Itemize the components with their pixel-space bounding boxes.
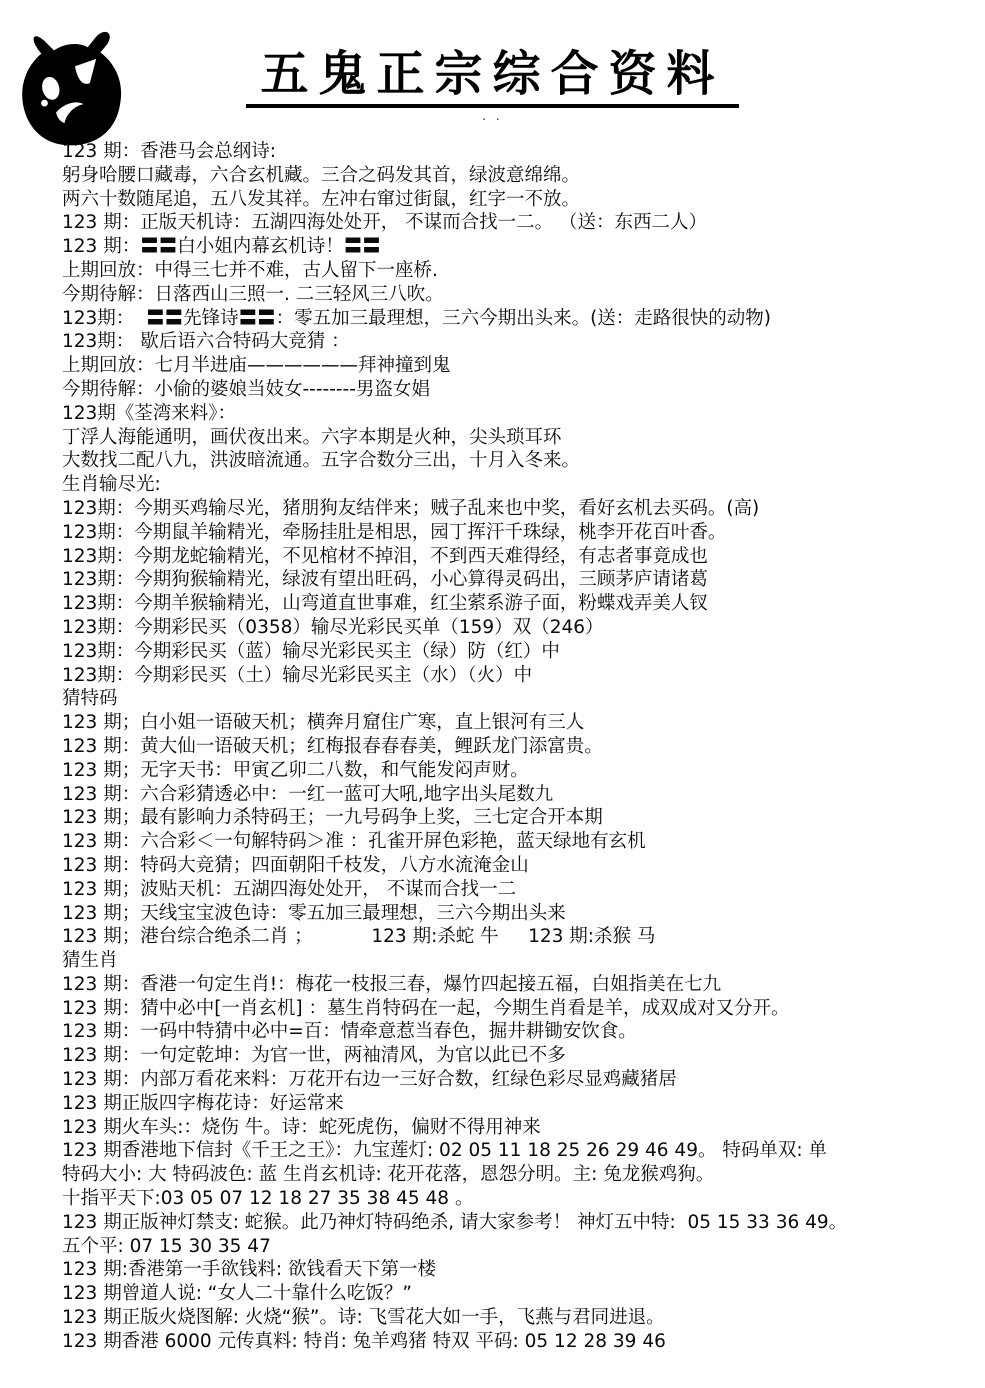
header bbox=[0, 0, 985, 108]
text-line: 123 期正版神灯禁支: 蛇猴。此乃神灯特码绝杀, 请大家参考！ 神灯五中特: 05 15 33 36 49。 bbox=[62, 1211, 848, 1233]
title-dots: . . bbox=[482, 109, 503, 123]
text-line: 123 期：正版天机诗：五湖四海处处开， 不谋而合找一二。 （送：东西二人） bbox=[62, 212, 707, 234]
text-line: 123期：今期羊猴输精光，山弯道直世事难，红尘萦系游子面，粉蝶戏弄美人钗 bbox=[62, 593, 708, 615]
text-line: 123 期：猜中必中[一肖玄机] ：墓生肖特码在一起，今期生肖看是羊，成双成对又分开。 bbox=[62, 997, 790, 1019]
ghost-face-icon bbox=[16, 30, 132, 152]
text-line: 123 期；波贴天机：五湖四海处处开， 不谋而合找一二 bbox=[62, 878, 517, 900]
section-heading: 猜特码 bbox=[62, 688, 118, 710]
text-line: 躬身哈腰口藏毒，六合玄机藏。三合之码发其首，绿波意绵绵。 bbox=[62, 164, 581, 186]
text-line: 123 期：〓〓白小姐内幕玄机诗！〓〓 bbox=[62, 236, 381, 258]
text-line: 123期：今期狗猴输精光，绿波有望出旺码，小心算得灵码出，三顾茅庐请诸葛 bbox=[62, 569, 708, 591]
text-line: 123 期：一码中特猜中必中=百：情牵意惹当春色，掘井耕锄安饮食。 bbox=[62, 1021, 637, 1043]
text-line: 123 期:香港第一手欲钱料: 欲钱看天下第一楼 bbox=[62, 1259, 437, 1281]
text-line: 123 期曾道人说: “女人二十靠什么吃饭？” bbox=[62, 1283, 412, 1305]
text-line: 123 期；白小姐一语破天机；横奔月窟住广寒，直上银河有三人 bbox=[62, 712, 585, 734]
text-line: 123 期香港 6000 元传真料: 特肖: 兔羊鸡猪 特双 平码: 05 12 28 39 46 bbox=[62, 1330, 666, 1352]
text-line: 123期： 歇后语六合特码大竞猜 ： bbox=[62, 331, 350, 353]
document-body bbox=[62, 140, 985, 1354]
text-line: 123期：今期龙蛇输精光，不见棺材不掉泪，不到西天难得经，有志者事竟成也 bbox=[62, 545, 708, 567]
text-line: 十指平天下:03 05 07 12 18 27 35 38 45 48 。 bbox=[62, 1188, 474, 1210]
text-line: 123 期：香港马会总纲诗: bbox=[62, 141, 276, 162]
text-line: 丁浮人海能通明，画伏夜出来。六字本期是火种，尖头琐耳环 bbox=[62, 426, 562, 448]
text-line: 123 期；天线宝宝波色诗：零五加三最理想，三六今期出头来 bbox=[62, 902, 566, 924]
text-line: 123期：今期彩民买（土）输尽光彩民买主（水）（火）中 bbox=[62, 664, 533, 686]
text-line: 上期回放：七月半进庙——————拜神撞到鬼 bbox=[62, 355, 451, 377]
text-line: 123 期：黄大仙一语破天机；红梅报春春春美，鲤跃龙门添富贵。 bbox=[62, 735, 603, 757]
text-line: 123 期：特码大竞猜；四面朝阳千枝发，八方水流淹金山 bbox=[62, 854, 529, 876]
text-line: 123 期：内部万看花来料：万花开右边一三好合数，红绿色彩尽显鸡藏猪居 bbox=[62, 1069, 677, 1091]
section-heading: 生肖输尽光: bbox=[62, 474, 161, 496]
text-line: 123 期：六合彩猜透必中：一红一蓝可大吼,地字出头尾数九 bbox=[62, 783, 554, 805]
text-line: 两六十数随尾追，五八发其祥。左冲右窜过街鼠，红字一不放。 bbox=[62, 188, 581, 210]
page-title: 五鬼正宗综合资料 bbox=[246, 46, 738, 108]
text-line: 123期《荃湾来料》： bbox=[62, 402, 237, 424]
text-line: 今期待解：日落西山三照一. 二三轻风三八吹。 bbox=[62, 283, 444, 305]
text-line: 123期： 〓〓先锋诗〓〓：零五加三最理想，三六今期出头来。(送：走路很快的动物) bbox=[62, 307, 772, 329]
text-line: 123期：今期彩民买（蓝）输尽光彩民买主（绿）防（红）中 bbox=[62, 640, 560, 662]
text-line: 123 期香港地下信封《千王之王》：九宝莲灯: 02 05 11 18 25 26 29 46 49。 特码单双: 单 bbox=[62, 1140, 827, 1162]
text-line: 123 期正版四字梅花诗：好运常来 bbox=[62, 1092, 344, 1114]
text-line: 今期待解：小偷的婆娘当妓女--------男盗女娼 bbox=[62, 378, 430, 400]
text-line: 123期：今期鼠羊输精光，牵肠挂肚是相思，园丁挥汗千珠绿，桃李开花百叶香。 bbox=[62, 521, 727, 543]
text-line: 123 期：香港一句定生肖!：梅花一枝报三春，爆竹四起接五福，白姐指美在七九 bbox=[62, 973, 722, 995]
text-line: 大数找二配八九，洪波暗流通。五字合数分三出，十月入冬来。 bbox=[62, 450, 581, 472]
text-line: 123 期正版火烧图解: 火烧“猴”。诗: 飞雪花大如一手，飞燕与君同进退。 bbox=[62, 1307, 665, 1329]
text-line: 123期：今期买鸡输尽光，猪朋狗友结伴来；贼子乱来也中奖，看好玄机去买码。(高) bbox=[62, 497, 760, 519]
text-line: 123 期：一句定乾坤：为官一世，两袖清风，为官以此已不多 bbox=[62, 1045, 566, 1067]
text-line: 123期：今期彩民买（0358）输尽光彩民买单（159）双（246） bbox=[62, 616, 604, 638]
text-line: 123 期；港台综合绝杀二肖 ； 123 期:杀蛇 牛 123 期:杀猴 马 bbox=[62, 926, 656, 948]
text-line: 123 期；无字天书：甲寅乙卯二八数，和气能发闷声财。 bbox=[62, 759, 529, 781]
text-line: 特码大小: 大 特码波色: 蓝 生肖玄机诗: 花开花落，恩怨分明。主: 兔龙猴鸡狗。 bbox=[62, 1164, 715, 1186]
text-line: 上期回放：中得三七并不难，古人留下一座桥. bbox=[62, 259, 438, 281]
text-line: 123 期：六合彩＜一句解特码＞准 ：孔雀开屏色彩艳，蓝天绿地有玄机 bbox=[62, 831, 646, 853]
text-line: 123 期火车头:：烧伤 牛。诗：蛇死虎伤，偏财不得用神来 bbox=[62, 1116, 541, 1138]
text-line: 123 期；最有影响力杀特码王；一九号码争上奖，三七定合开本期 bbox=[62, 807, 603, 829]
section-heading: 猜生肖 bbox=[62, 950, 118, 972]
text-line: 五个平: 07 15 30 35 47 bbox=[62, 1235, 271, 1257]
